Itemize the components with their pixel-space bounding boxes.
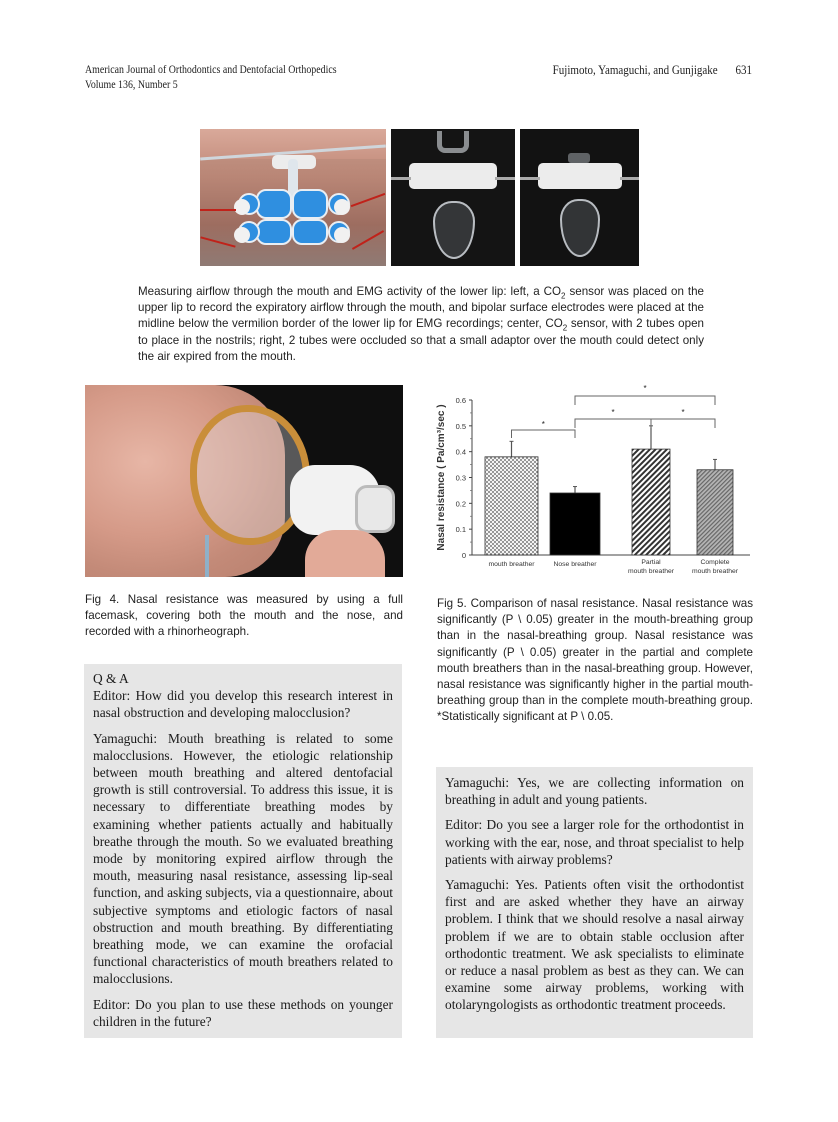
svg-text:0.5: 0.5 — [455, 421, 466, 431]
fig5-caption: Fig 5. Comparison of nasal resistance. Nasal resistance was significantly (P \ 0.05) greater in the mouth-breathing group than in the nasal-breathing group. Nasal resistance was significantly (P \ 0.05) greater in the partial and complete mouth breathers than in the nasal-breathing group. However, nasal resistance was significantly higher in the partial mouth-breathing group than in the complete mouth-breathing group. *Statistically significant at P \ 0.05. — [437, 597, 753, 724]
qa-heading: Q & A — [93, 671, 129, 686]
svg-text:Nasal resistance ( Pa/cm³/sec: Nasal resistance ( Pa/cm³/sec ) — [436, 404, 447, 551]
fig1-caption — [138, 284, 704, 365]
svg-text:*: * — [681, 408, 685, 417]
subscript: 2 — [562, 323, 568, 333]
svg-text:*: * — [643, 385, 647, 393]
fig1-caption-text-3: sensor, with 2 tubes open to place in the nostrils; right, 2 tubes were occluded so that a small adaptor over the mouth could detect only the air expired from the mouth. — [138, 317, 704, 363]
svg-text:mouth breather: mouth breather — [627, 568, 675, 575]
fig1-caption-text-1: Measuring airflow through the mouth and EMG activity of the lower lip: left, a CO — [138, 285, 562, 298]
svg-text:mouth breather: mouth breather — [488, 561, 535, 568]
qa-paragraph: Yamaguchi: Mouth breathing is related to some malocclusions. However, the etiologic relationship between mouth breathing and altered dentofacial growth is still controversial. To address this issue, it is necessary to differentiate breathing modes by examining whether patients actually and habitually breathe through the mouth. So we evaluated breathing mode by monitoring expired airflow through the mouth, measuring nasal resistance, assessing lip-seal function, and asking subjects, via a questionnaire, about subjective symptoms and etiologic factors of nasal obstruction and mouth breathing. By differentiating breathing mode, we can examine the orofacial functional characteristics of mouth breathers related to malocclusions. — [93, 730, 393, 987]
qa-paragraph: Editor: How did you develop this research interest in nasal obstruction and developing malocclusion? — [93, 688, 393, 721]
page-number: 631 — [735, 63, 752, 77]
svg-text:0.4: 0.4 — [455, 447, 466, 457]
fig1-caption-text-2: sensor was placed on the upper lip to record the expiratory airflow through the mouth, and bipolar surface electrodes were placed at the midline below the vermilion border of the lower lip for EMG recordings; center, CO — [138, 285, 704, 331]
fig4-photo-facemask — [85, 385, 403, 577]
svg-text:0: 0 — [461, 551, 466, 560]
svg-text:0.6: 0.6 — [455, 396, 466, 405]
running-header-left — [85, 63, 429, 93]
qa-paragraph: Editor: Do you plan to use these methods on younger children in the future? — [93, 996, 393, 1029]
svg-text:0.1: 0.1 — [455, 525, 466, 535]
fig1-photo-center — [391, 129, 515, 266]
svg-text:Partial: Partial — [641, 559, 661, 566]
author-names: Fujimoto, Yamaguchi, and Gunjigake — [552, 63, 718, 77]
svg-text:*: * — [541, 420, 545, 429]
svg-text:0.2: 0.2 — [455, 499, 466, 509]
qa-box-left — [84, 664, 402, 1038]
subscript: 2 — [561, 291, 566, 301]
fig1-photo-right — [520, 129, 639, 266]
svg-text:*: * — [611, 408, 615, 417]
qa-paragraph: Yamaguchi: Yes, we are collecting information on breathing in adult and young patients. — [445, 775, 744, 808]
fig5-bar-chart — [430, 385, 760, 585]
chart-svg — [430, 385, 760, 585]
svg-text:Nose breather: Nose breather — [553, 561, 597, 568]
volume-issue: Volume 136, Number 5 — [85, 79, 178, 91]
fig4-caption: Fig 4. Nasal resistance was measured by using a full facemask, covering both the mouth and the nose, and recorded with a rhinorheograph. — [85, 593, 403, 639]
svg-text:0.3: 0.3 — [455, 473, 466, 483]
qa-box-right — [436, 767, 753, 1038]
running-header-right — [488, 63, 752, 78]
fig1-photo-left — [200, 129, 386, 266]
qa-paragraph: Yamaguchi: Yes. Patients often visit the orthodontist first and are asked whether they have an airway problem. I think that we should resolve a nasal airway problem if we are to obtain stable occlusion after orthodontic treatment. We ask specialists to eliminate or reduce a nasal problem as best as they can. We can examine some airway problems, working with otolaryngologists as orthodontic treatment proceeds. — [445, 877, 744, 1013]
journal-name: American Journal of Orthodontics and Dentofacial Orthopedics — [85, 64, 337, 76]
svg-text:mouth breather: mouth breather — [691, 568, 739, 575]
qa-paragraph: Editor: Do you see a larger role for the orthodontist in working with the ear, nose, and throat specialist to help patients with airway problems? — [445, 817, 744, 867]
svg-text:Complete: Complete — [700, 559, 730, 566]
